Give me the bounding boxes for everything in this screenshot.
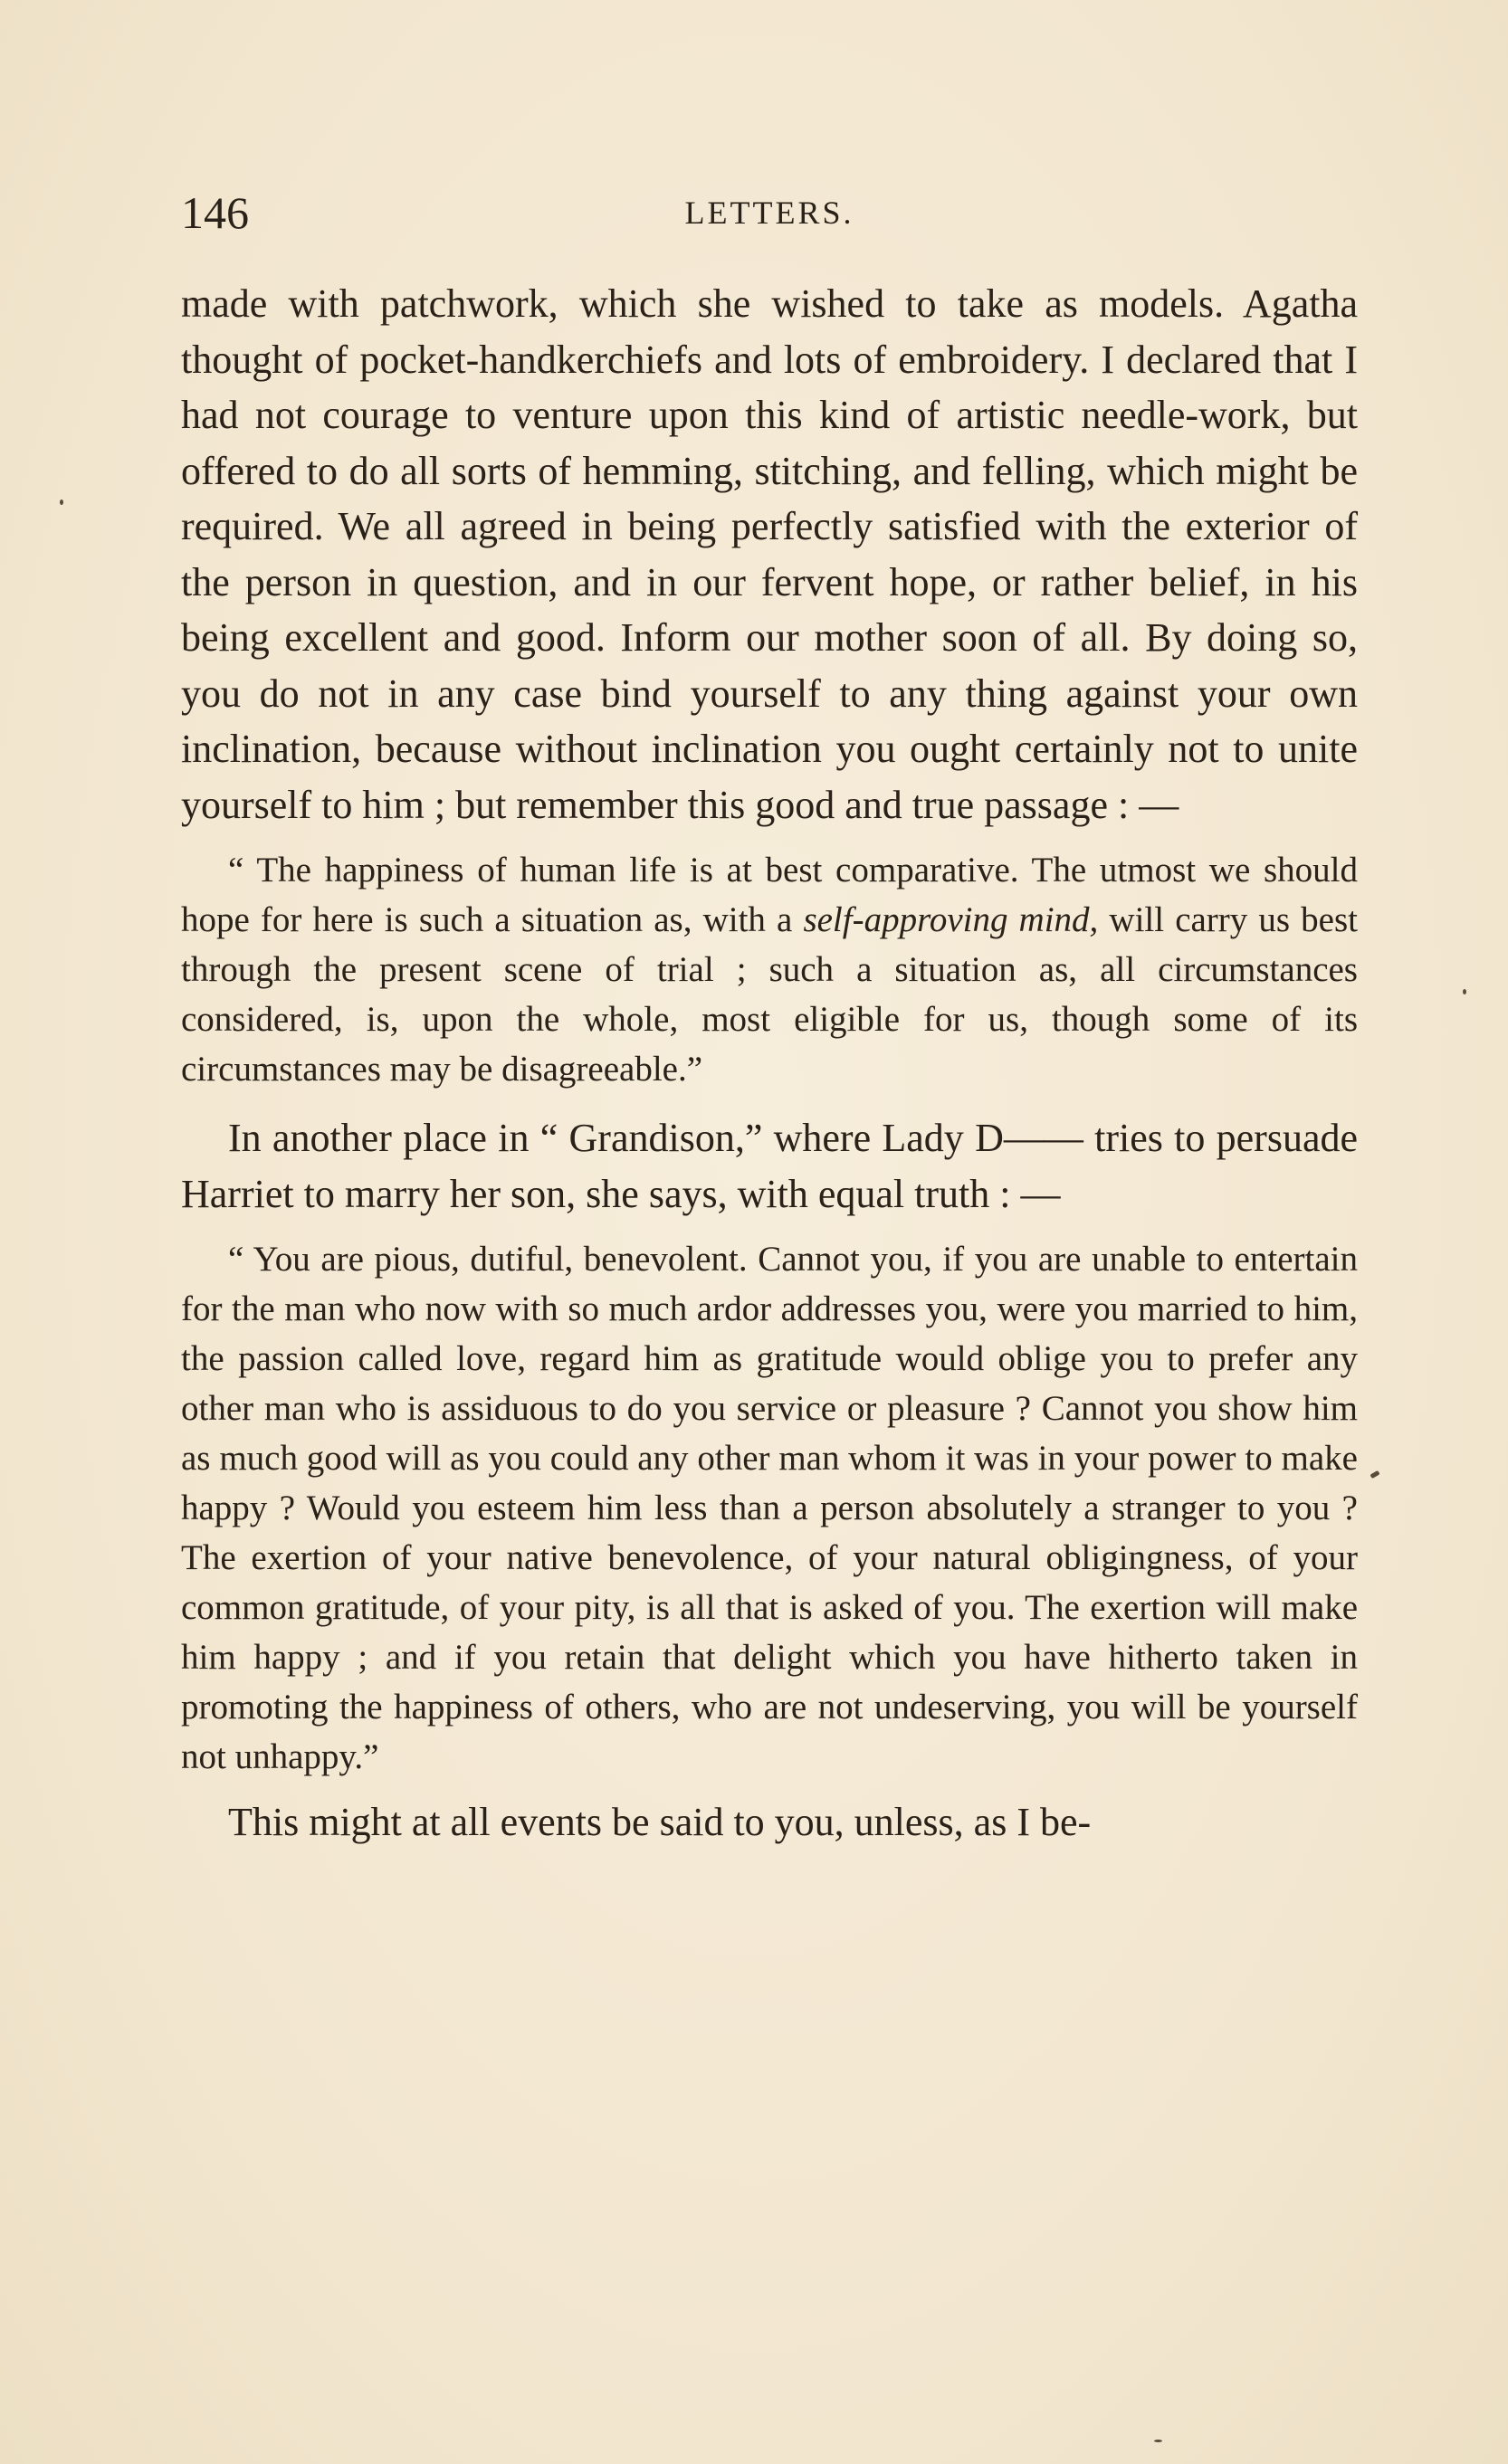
running-head: LETTERS.: [684, 195, 854, 231]
paragraph-closing: This might at all events be said to you, unless, as I be-: [228, 1800, 1092, 1844]
ink-speck: [1370, 1470, 1379, 1479]
paragraph-patchwork: made with patchwork, which she wished to take as models. Agatha thought of pocket-handkerchiefs and lots of embroidery. I declared that I had not courage to venture upon this kind of artistic needle-work, but offered to do all sorts of hemming, stitching, and felling, which might be required. We all agreed in being perfectly satisfied with the exterior of the person in question, and in our fervent hope, or rather belief, in his being excellent and good. Inform our mother soon of all. By doing so, you do not in any case bind yourself to any thing against your own inclination, because without inclination you ought certainly not to unite yourself to him ; but remember this good and true passage : —: [181, 281, 1358, 827]
quote-text: “ The happiness of human life is at best comparative. The utmost we should hope for here is such a situation as, with a: [181, 851, 1358, 939]
ink-speck: [1154, 2440, 1162, 2442]
quotation-happiness: [181, 845, 1358, 1094]
body-text: [181, 276, 1358, 1850]
page-number: 146: [181, 187, 249, 238]
ink-speck: [1463, 989, 1466, 994]
paragraph-grandison: In another place in “ Grandison,” where Lady D—— tries to persuade Harriet to marry her son, she says, with equal truth : —: [181, 1116, 1358, 1216]
quote-italic-phrase: self-approving mind,: [803, 900, 1099, 939]
page-header: [181, 181, 1358, 244]
quote-text: will carry us best through the present scene of trial ; such a situation as, all circumstances considered, is, upon the whole, most eligible for us, though some of its circumstances may be disagreeable.”: [181, 900, 1358, 1089]
ink-speck: [60, 499, 63, 505]
quotation-lady-d: “ You are pious, dutiful, benevolent. Cannot you, if you are unable to entertain for the man who now with so much ardor addresses you, were you married to him, the passion called love, regard him as gratitude would oblige you to prefer any other man who is assiduous to do you service or pleasure ? Cannot you show him as much good will as you could any other man whom it was in your power to make happy ? Would you esteem him less than a person absolutely a stranger to you ? The exertion of your native benevolence, of your natural obligingness, of your common gratitude, of your pity, is all that is asked of you. The exertion will make him happy ; and if you retain that delight which you have hitherto taken in promoting the happiness of others, who are not undeserving, you will be yourself not unhappy.”: [181, 1240, 1358, 1776]
